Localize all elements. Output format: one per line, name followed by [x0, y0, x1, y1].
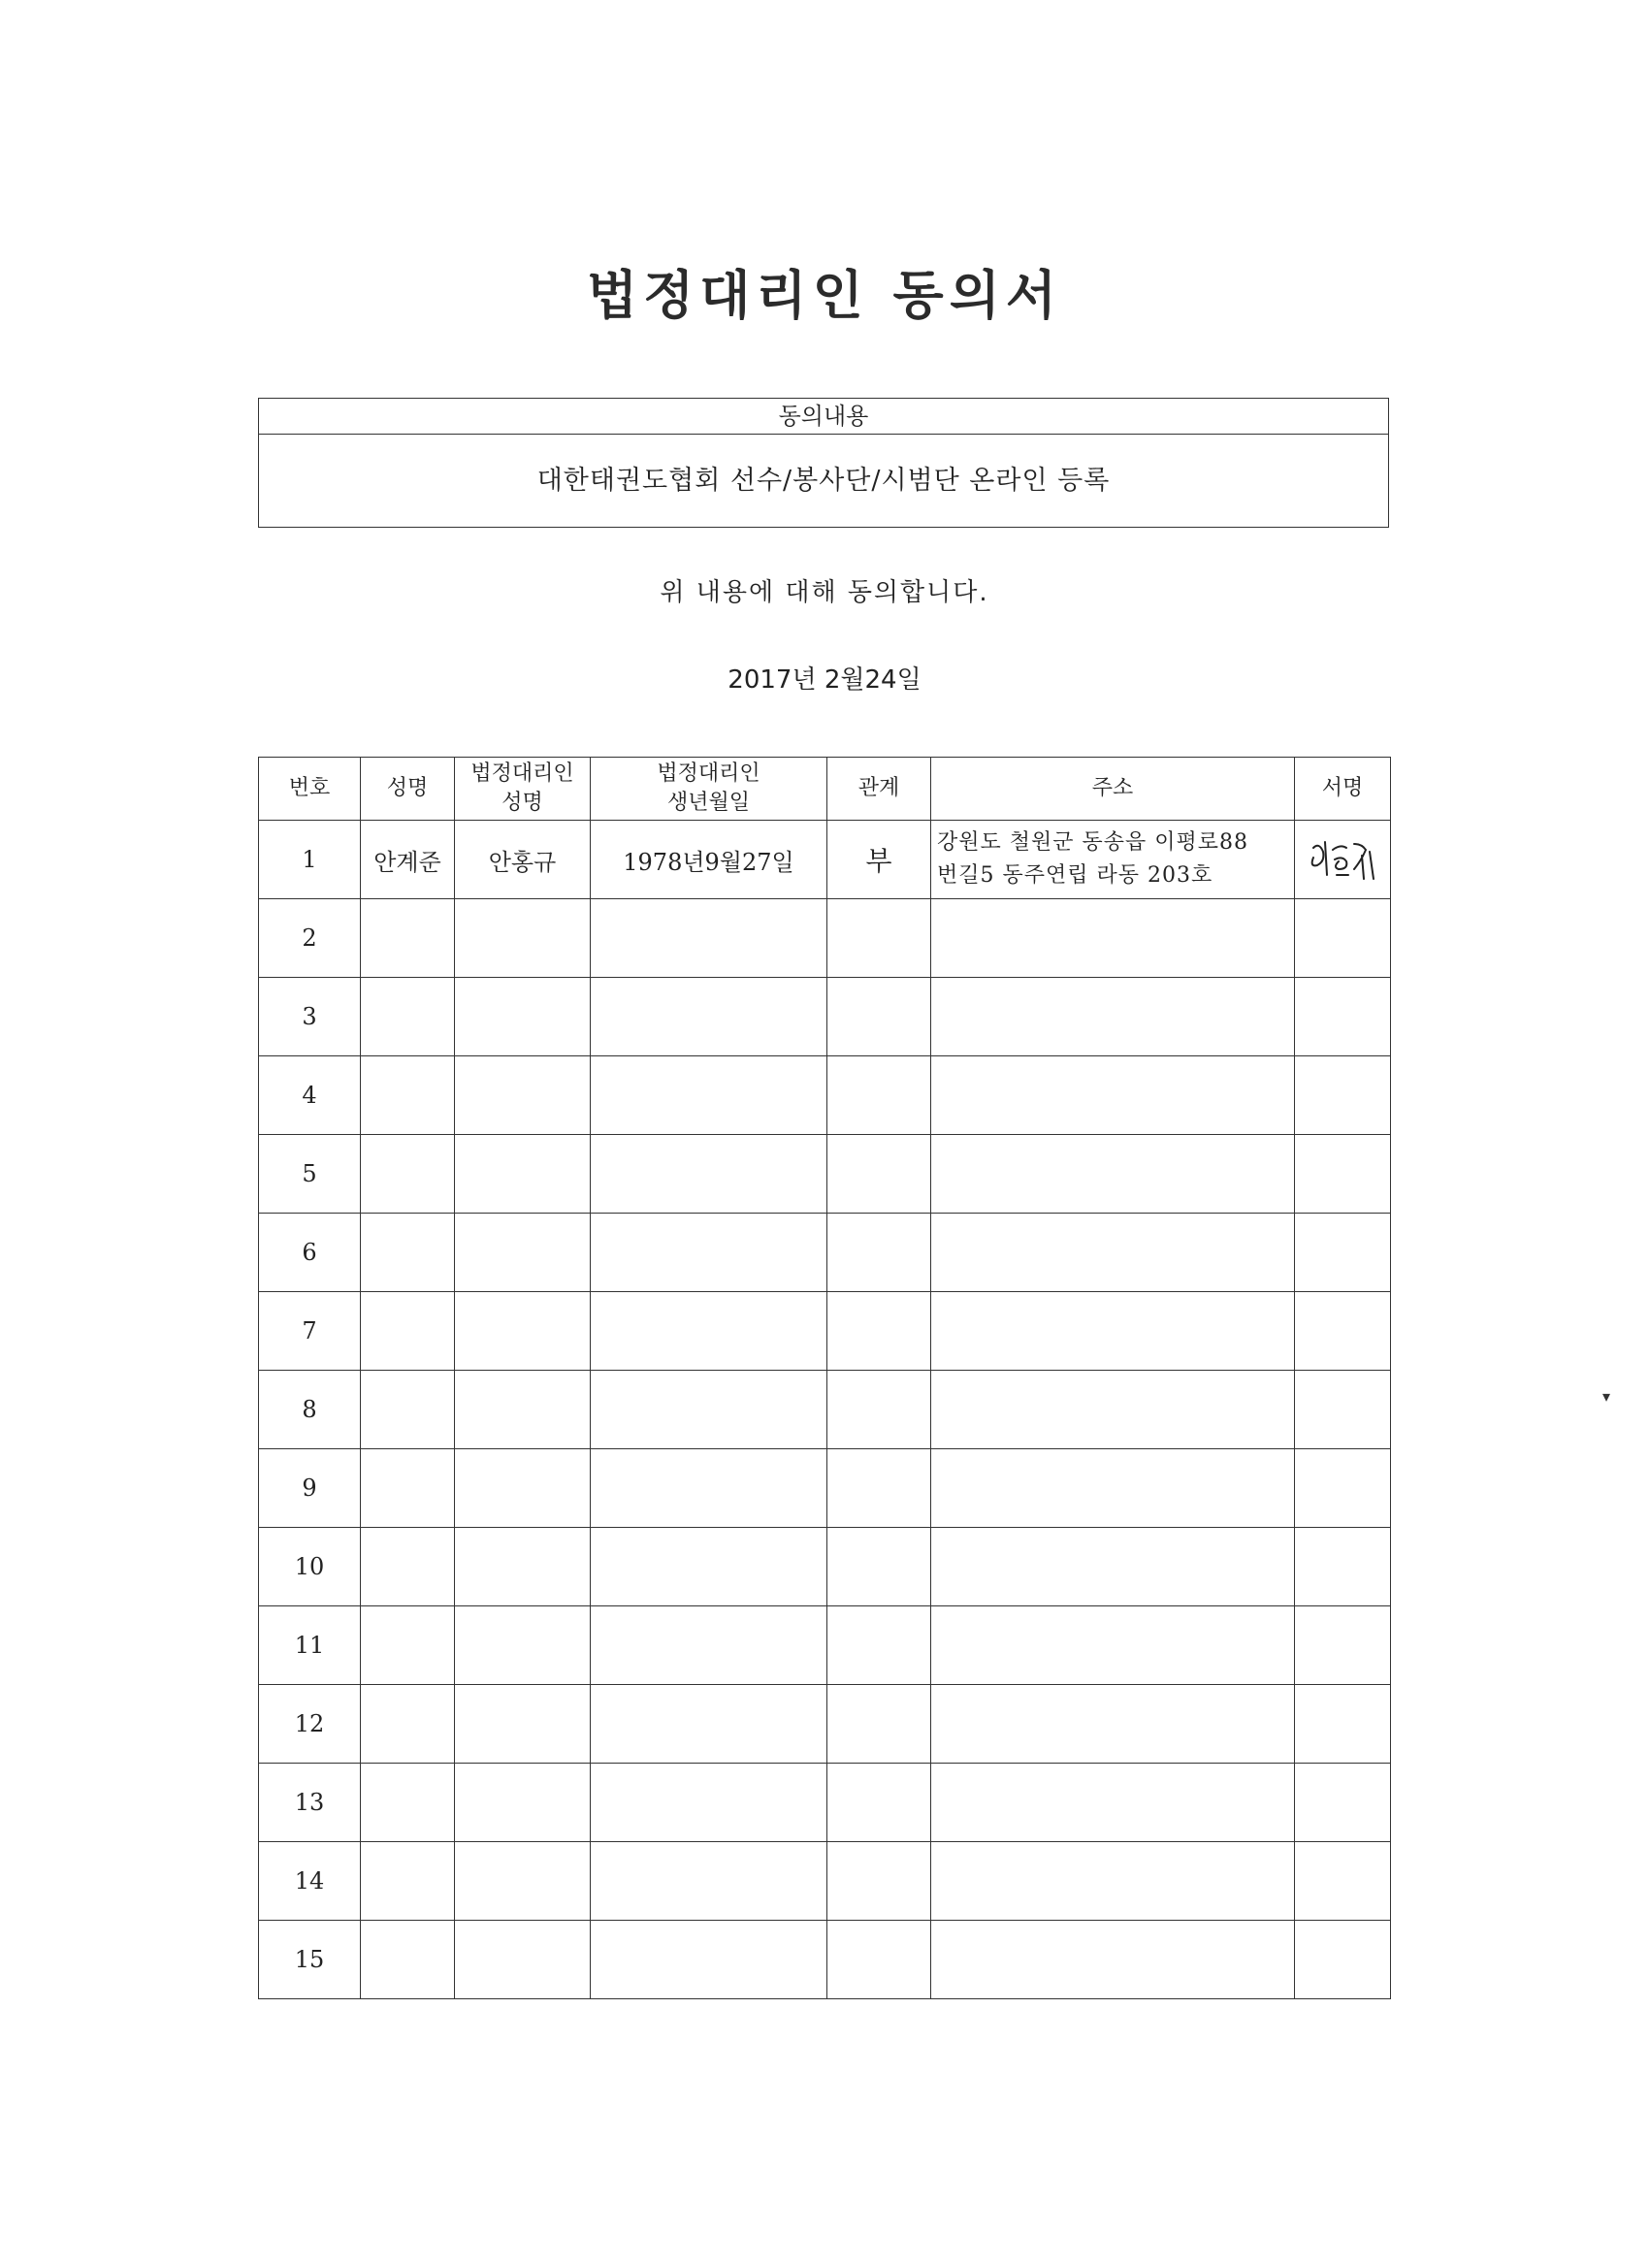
guardian-table: [258, 757, 1391, 1999]
cell-no: 12: [259, 1685, 361, 1764]
cell-guardian-birth: [591, 1764, 827, 1842]
address-line-2: 번길5 동주연립 라동 203호: [937, 863, 1213, 888]
document-date: 2017년 2월24일: [728, 665, 922, 695]
cell-guardian-birth: [591, 1685, 827, 1764]
cell-guardian-name: 안홍규: [455, 821, 591, 899]
cell-guardian-birth: [591, 1528, 827, 1606]
cell-signature: [1295, 1371, 1391, 1449]
cell-no: 7: [259, 1292, 361, 1371]
cell-no: 2: [259, 899, 361, 978]
table-row: [259, 1842, 1391, 1921]
table-row: [259, 1606, 1391, 1685]
cell-relation: [827, 1764, 931, 1842]
cell-name: [361, 1214, 455, 1292]
cell-no: 3: [259, 978, 361, 1056]
cell-guardian-name: [455, 1764, 591, 1842]
cell-guardian-birth: [591, 1135, 827, 1214]
consent-header: 동의내용: [259, 399, 1388, 435]
cell-guardian-birth: [591, 1921, 827, 1999]
cell-name: [361, 1056, 455, 1135]
header-guardian-name: [455, 758, 591, 821]
cell-address: [931, 1764, 1295, 1842]
cell-address: [931, 1528, 1295, 1606]
cell-guardian-birth: [591, 978, 827, 1056]
cell-name: [361, 1685, 455, 1764]
cell-relation: [827, 978, 931, 1056]
cell-signature: [1295, 1921, 1391, 1999]
table-header-row: [259, 758, 1391, 821]
cell-relation: [827, 1135, 931, 1214]
cell-guardian-name: [455, 1292, 591, 1371]
cell-relation: [827, 1606, 931, 1685]
cell-address: [931, 1842, 1295, 1921]
table-row: [259, 1528, 1391, 1606]
table-row: [259, 1449, 1391, 1528]
cell-signature: [1295, 1449, 1391, 1528]
cell-guardian-birth: [591, 1371, 827, 1449]
cell-guardian-name: [455, 1685, 591, 1764]
cell-no: 4: [259, 1056, 361, 1135]
cell-relation: [827, 899, 931, 978]
cell-address: [931, 1371, 1295, 1449]
cell-name: [361, 1921, 455, 1999]
cell-address: [931, 978, 1295, 1056]
cell-guardian-birth: [591, 899, 827, 978]
header-guardian-birth: [591, 758, 827, 821]
table-row: [259, 1685, 1391, 1764]
cell-no: 14: [259, 1842, 361, 1921]
cell-name: [361, 1528, 455, 1606]
header-guardian-name-line2: 성명: [501, 791, 543, 815]
cell-signature: [1295, 1214, 1391, 1292]
address-line-1: 강원도 철원군 동송읍 이평로88: [937, 830, 1248, 855]
cell-signature: [1295, 1135, 1391, 1214]
header-relation: 관계: [827, 758, 931, 821]
cell-guardian-name: [455, 1921, 591, 1999]
header-no: 번호: [259, 758, 361, 821]
cell-guardian-name: [455, 1371, 591, 1449]
cell-guardian-birth: [591, 1606, 827, 1685]
cell-relation: [827, 1292, 931, 1371]
cell-signature: [1295, 1528, 1391, 1606]
cell-relation: [827, 1056, 931, 1135]
cell-no: 15: [259, 1921, 361, 1999]
cell-guardian-name: [455, 899, 591, 978]
cell-guardian-name: [455, 1606, 591, 1685]
handwritten-signature: [1304, 830, 1381, 889]
cell-guardian-birth: [591, 1449, 827, 1528]
cell-address: [931, 1135, 1295, 1214]
cell-address: [931, 1685, 1295, 1764]
table-row: [259, 821, 1391, 899]
scan-mark: ▾: [1602, 1387, 1611, 1406]
cell-address: [931, 899, 1295, 978]
cell-guardian-name: [455, 1056, 591, 1135]
cell-guardian-birth: [591, 1056, 827, 1135]
cell-no: 9: [259, 1449, 361, 1528]
cell-signature: [1295, 1606, 1391, 1685]
header-name: 성명: [361, 758, 455, 821]
cell-name: 안계준: [361, 821, 455, 899]
cell-signature: [1295, 1764, 1391, 1842]
cell-guardian-birth: 1978년9월27일: [591, 821, 827, 899]
cell-relation: [827, 1842, 931, 1921]
cell-guardian-name: [455, 1528, 591, 1606]
header-guardian-birth-line1: 법정대리인: [657, 761, 760, 786]
consent-content: 대한태권도협회 선수/봉사단/시범단 온라인 등록: [536, 466, 1111, 496]
cell-no: 6: [259, 1214, 361, 1292]
cell-name: [361, 1135, 455, 1214]
cell-name: [361, 899, 455, 978]
cell-no: 13: [259, 1764, 361, 1842]
cell-signature: [1295, 1685, 1391, 1764]
table-row: [259, 1921, 1391, 1999]
cell-relation: [827, 1371, 931, 1449]
cell-relation: [827, 1214, 931, 1292]
cell-guardian-name: [455, 1135, 591, 1214]
cell-guardian-birth: [591, 1842, 827, 1921]
cell-guardian-name: [455, 1842, 591, 1921]
cell-no: 11: [259, 1606, 361, 1685]
cell-address: [931, 1056, 1295, 1135]
cell-guardian-name: [455, 1449, 591, 1528]
cell-no: 5: [259, 1135, 361, 1214]
cell-name: [361, 1606, 455, 1685]
cell-signature: [1295, 1056, 1391, 1135]
cell-address: [931, 821, 1295, 899]
cell-guardian-name: [455, 1214, 591, 1292]
cell-signature: [1295, 821, 1391, 899]
cell-address: [931, 1449, 1295, 1528]
cell-signature: [1295, 978, 1391, 1056]
table-row: [259, 1214, 1391, 1292]
table-row: [259, 899, 1391, 978]
cell-guardian-birth: [591, 1214, 827, 1292]
cell-address: [931, 1606, 1295, 1685]
cell-name: [361, 1764, 455, 1842]
cell-address: [931, 1921, 1295, 1999]
cell-relation: [827, 1449, 931, 1528]
table-row: [259, 1371, 1391, 1449]
table-row: [259, 1135, 1391, 1214]
cell-name: [361, 1842, 455, 1921]
header-signature: 서명: [1295, 758, 1391, 821]
header-guardian-name-line1: 법정대리인: [470, 761, 574, 786]
header-address: 주소: [931, 758, 1295, 821]
cell-guardian-name: [455, 978, 591, 1056]
cell-signature: [1295, 899, 1391, 978]
cell-relation: [827, 1528, 931, 1606]
cell-relation: [827, 1685, 931, 1764]
cell-relation: 부: [827, 821, 931, 899]
cell-no: 10: [259, 1528, 361, 1606]
cell-name: [361, 1371, 455, 1449]
header-guardian-birth-line2: 생년월일: [666, 791, 750, 815]
agreement-statement: 위 내용에 대해 동의합니다.: [660, 578, 989, 607]
table-row: [259, 1056, 1391, 1135]
cell-address: [931, 1214, 1295, 1292]
cell-no: 8: [259, 1371, 361, 1449]
cell-name: [361, 978, 455, 1056]
cell-guardian-birth: [591, 1292, 827, 1371]
document-title: 법정대리인 동의서: [586, 265, 1063, 326]
cell-name: [361, 1292, 455, 1371]
cell-signature: [1295, 1292, 1391, 1371]
table-row: [259, 978, 1391, 1056]
cell-address: [931, 1292, 1295, 1371]
cell-relation: [827, 1921, 931, 1999]
cell-name: [361, 1449, 455, 1528]
cell-signature: [1295, 1842, 1391, 1921]
consent-box: [258, 398, 1389, 528]
table-row: [259, 1764, 1391, 1842]
cell-no: 1: [259, 821, 361, 899]
table-row: [259, 1292, 1391, 1371]
